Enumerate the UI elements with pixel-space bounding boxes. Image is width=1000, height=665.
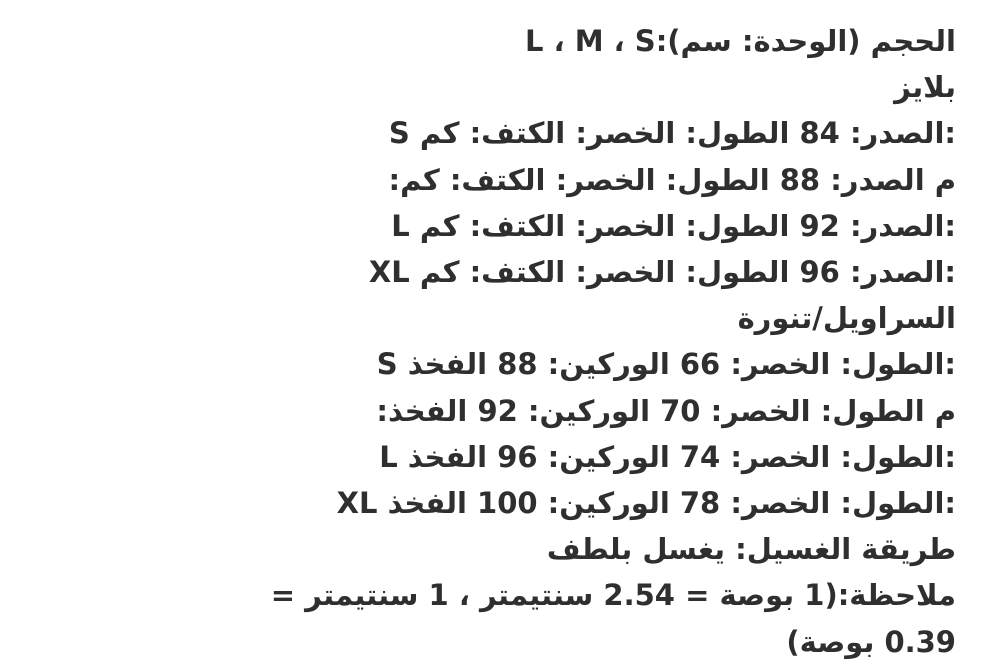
pants-size-l-line: :الطول: الخصر: 74 الوركين: 96 الفخذ L — [379, 439, 956, 474]
note-line-1: ملاحظة:(1 بوصة = 2.54 سنتيمتر ، 1 سنتيمتر = — [270, 578, 956, 613]
size-chart-text — [56, 18, 956, 665]
blouse-size-l-line: :الصدر: 92 الطول: الخصر: الكتف: كم L — [391, 208, 956, 243]
section-heading-pants-skirt: السراويل/تنورة — [737, 301, 956, 336]
pants-size-xl-line: :الطول: الخصر: 78 الوركين: 100 الفخذ XL — [336, 486, 956, 521]
blouse-size-xl-line: :الصدر: 96 الطول: الخصر: الكتف: كم XL — [368, 255, 956, 290]
size-heading: الحجم (الوحدة: سم):L ، M ، S — [525, 24, 956, 58]
note-line-2: 0.39 بوصة) — [786, 624, 956, 659]
pants-size-s-line: :الطول: الخصر: 66 الوركين: 88 الفخذ S — [376, 347, 956, 382]
section-heading-blouses: بلايز — [894, 70, 956, 105]
washing-method-line: طريقة الغسيل: يغسل بلطف — [546, 532, 956, 567]
pants-size-m-line: م الطول: الخصر: 70 الوركين: 92 الفخذ: — [376, 393, 956, 428]
blouse-size-s-line: :الصدر: 84 الطول: الخصر: الكتف: كم S — [388, 116, 956, 151]
blouse-size-m-line: م الصدر: 88 الطول: الخصر: الكتف: كم: — [388, 162, 956, 197]
